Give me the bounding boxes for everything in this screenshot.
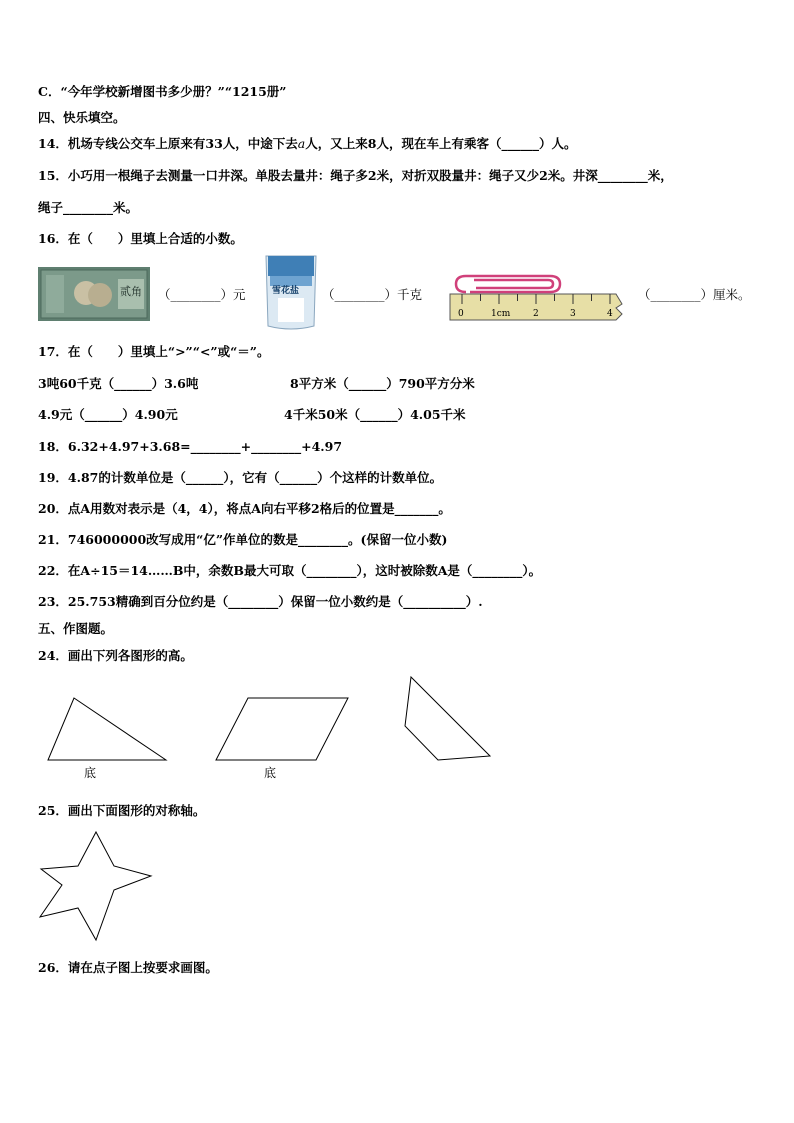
banknote-text: 贰角: [120, 285, 142, 298]
ruler-tick-4: 4: [607, 309, 613, 319]
section-5-heading: 五、作图题。: [38, 621, 114, 636]
question-22: 22．在A÷15＝14……B中，余数B最大可取（________），这时被除数A是（________）。: [38, 563, 542, 578]
ruler-blank: （________）厘米。: [638, 287, 751, 302]
q17-item-4: 4千米50米（______）4.05千米: [284, 407, 466, 422]
six-point-star-shape: [40, 832, 151, 940]
salt-bag-text: 雪花盐: [272, 286, 300, 296]
question-19: 19．4.87的计数单位是（______），它有（______）个这样的计数单位。: [38, 470, 443, 485]
ruler-tick-3: 3: [570, 309, 576, 319]
q14-variable: a: [297, 136, 306, 151]
question-20: 20．点A用数对表示是（4，4），将点A向右平移2格后的位置是_______。: [38, 501, 451, 516]
question-25: 25．画出下面图形的对称轴。: [38, 803, 206, 818]
parallelogram-base-label: 底: [264, 766, 277, 780]
question-21: 21．746000000改写成用“亿”作单位的数是________。(保留一位小数): [38, 532, 448, 547]
question-16: 16．在（ ）里填上合适的小数。: [38, 231, 243, 246]
ruler-tick-0: 0: [458, 309, 464, 319]
question-23: 23．25.753精确到百分位约是（________）保留一位小数约是（__________）.: [38, 594, 483, 609]
question-24: 24．画出下列各图形的高。: [38, 648, 193, 663]
question-18: 18．6.32+4.97+3.68=________+________+4.97: [38, 439, 343, 454]
q17-item-3: 4.9元（______）4.90元: [38, 407, 178, 422]
question-15-line2: 绳子________米。: [38, 200, 139, 215]
question-26: 26．请在点子图上按要求画图。: [38, 960, 218, 975]
q17-item-1: 3吨60千克（______）3.6吨: [38, 376, 199, 391]
q17-item-2: 8平方米（______）790平方分米: [290, 376, 475, 391]
salt-blank: （________）千克: [322, 287, 423, 302]
ruler-tick-1: 1cm: [491, 309, 511, 319]
option-c: C．“今年学校新增图书多少册？”“1215册”: [38, 84, 287, 99]
question-17: 17．在（ ）里填上“>”“<”或“＝”。: [38, 344, 270, 359]
section-4-heading: 四、快乐填空。: [38, 110, 126, 125]
triangle-base-label: 底: [84, 766, 97, 780]
q14-text-a: 14．机场专线公交车上原来有33人，中途下去: [38, 136, 298, 151]
money-blank: （________）元: [158, 287, 246, 302]
ruler-tick-2: 2: [533, 309, 539, 319]
question-15-line1: 15．小巧用一根绳子去测量一口井深。单股去量井：绳子多2米，对折双股量井：绳子又少2米。井深________米，: [38, 168, 673, 183]
q14-text-b: 人，又上来8人，现在车上有乘客（______）人。: [305, 136, 577, 151]
